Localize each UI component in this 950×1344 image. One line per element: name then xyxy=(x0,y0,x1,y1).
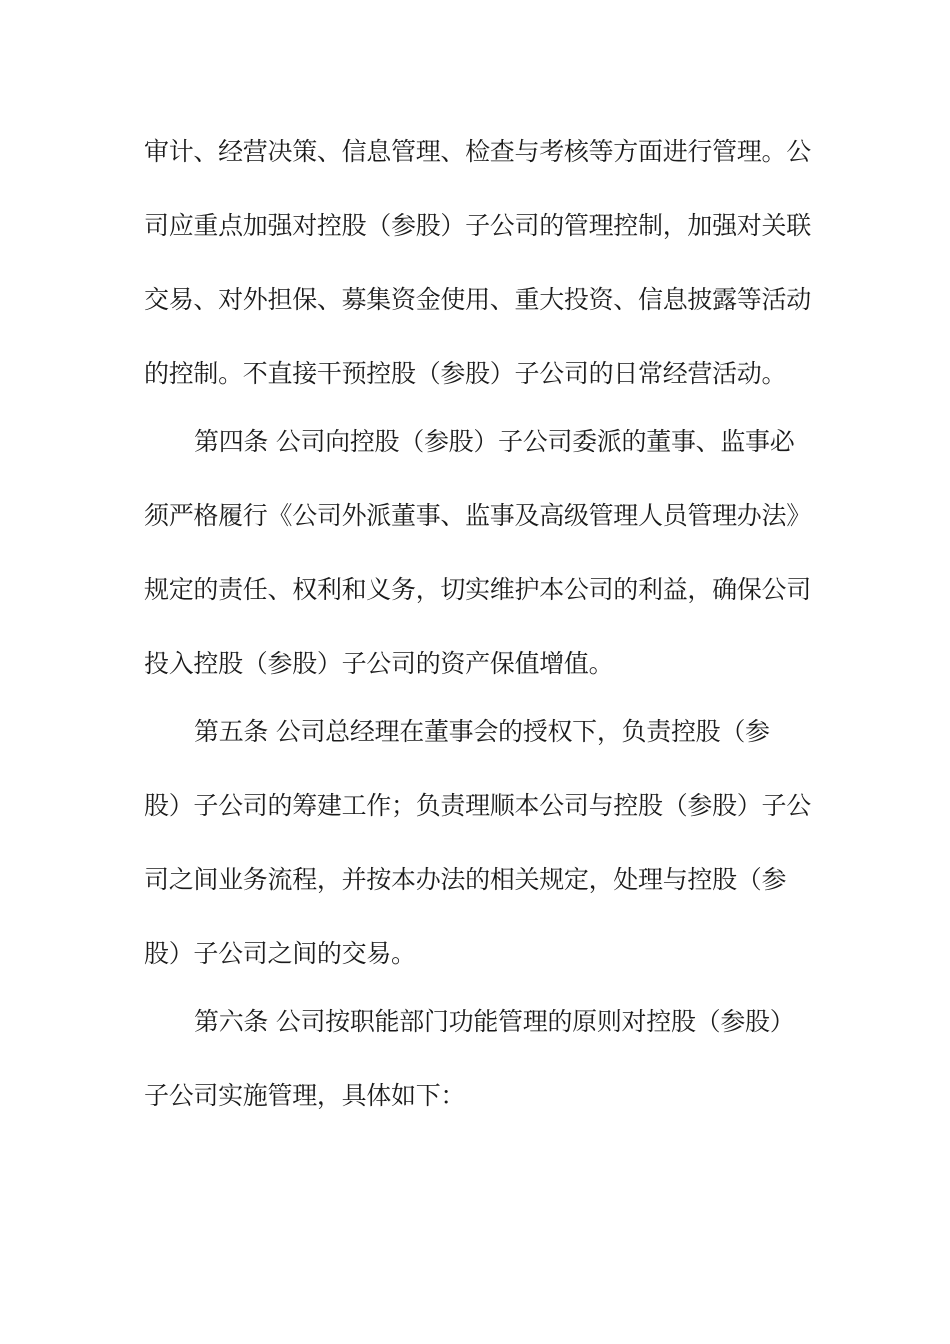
paragraph-line: 须严格履行《公司外派董事、监事及高级管理人员管理办法》 xyxy=(144,501,811,530)
paragraph-line: 子公司实施管理，具体如下： xyxy=(144,1081,466,1110)
paragraph-line: 的控制。不直接干预控股（参股）子公司的日常经营活动。 xyxy=(144,359,787,388)
paragraph-line: 交易、对外担保、募集资金使用、重大投资、信息披露等活动 xyxy=(144,285,811,314)
article-4-line: 第四条 公司向控股（参股）子公司委派的董事、监事必 xyxy=(194,427,795,456)
paragraph-line: 司应重点加强对控股（参股）子公司的管理控制，加强对关联 xyxy=(144,211,811,240)
paragraph-line: 审计、经营决策、信息管理、检查与考核等方面进行管理。公 xyxy=(144,137,811,166)
paragraph-line: 股）子公司的筹建工作；负责理顺本公司与控股（参股）子公 xyxy=(144,791,811,820)
paragraph-line: 司之间业务流程，并按本办法的相关规定，处理与控股（参 xyxy=(144,865,787,894)
paragraph-line: 规定的责任、权利和义务，切实维护本公司的利益，确保公司 xyxy=(144,575,811,604)
article-6-line: 第六条 公司按职能部门功能管理的原则对控股（参股） xyxy=(194,1007,795,1036)
article-5-line: 第五条 公司总经理在董事会的授权下，负责控股（参 xyxy=(194,717,770,746)
paragraph-line: 股）子公司之间的交易。 xyxy=(144,939,416,968)
paragraph-line: 投入控股（参股）子公司的资产保值增值。 xyxy=(144,649,614,678)
